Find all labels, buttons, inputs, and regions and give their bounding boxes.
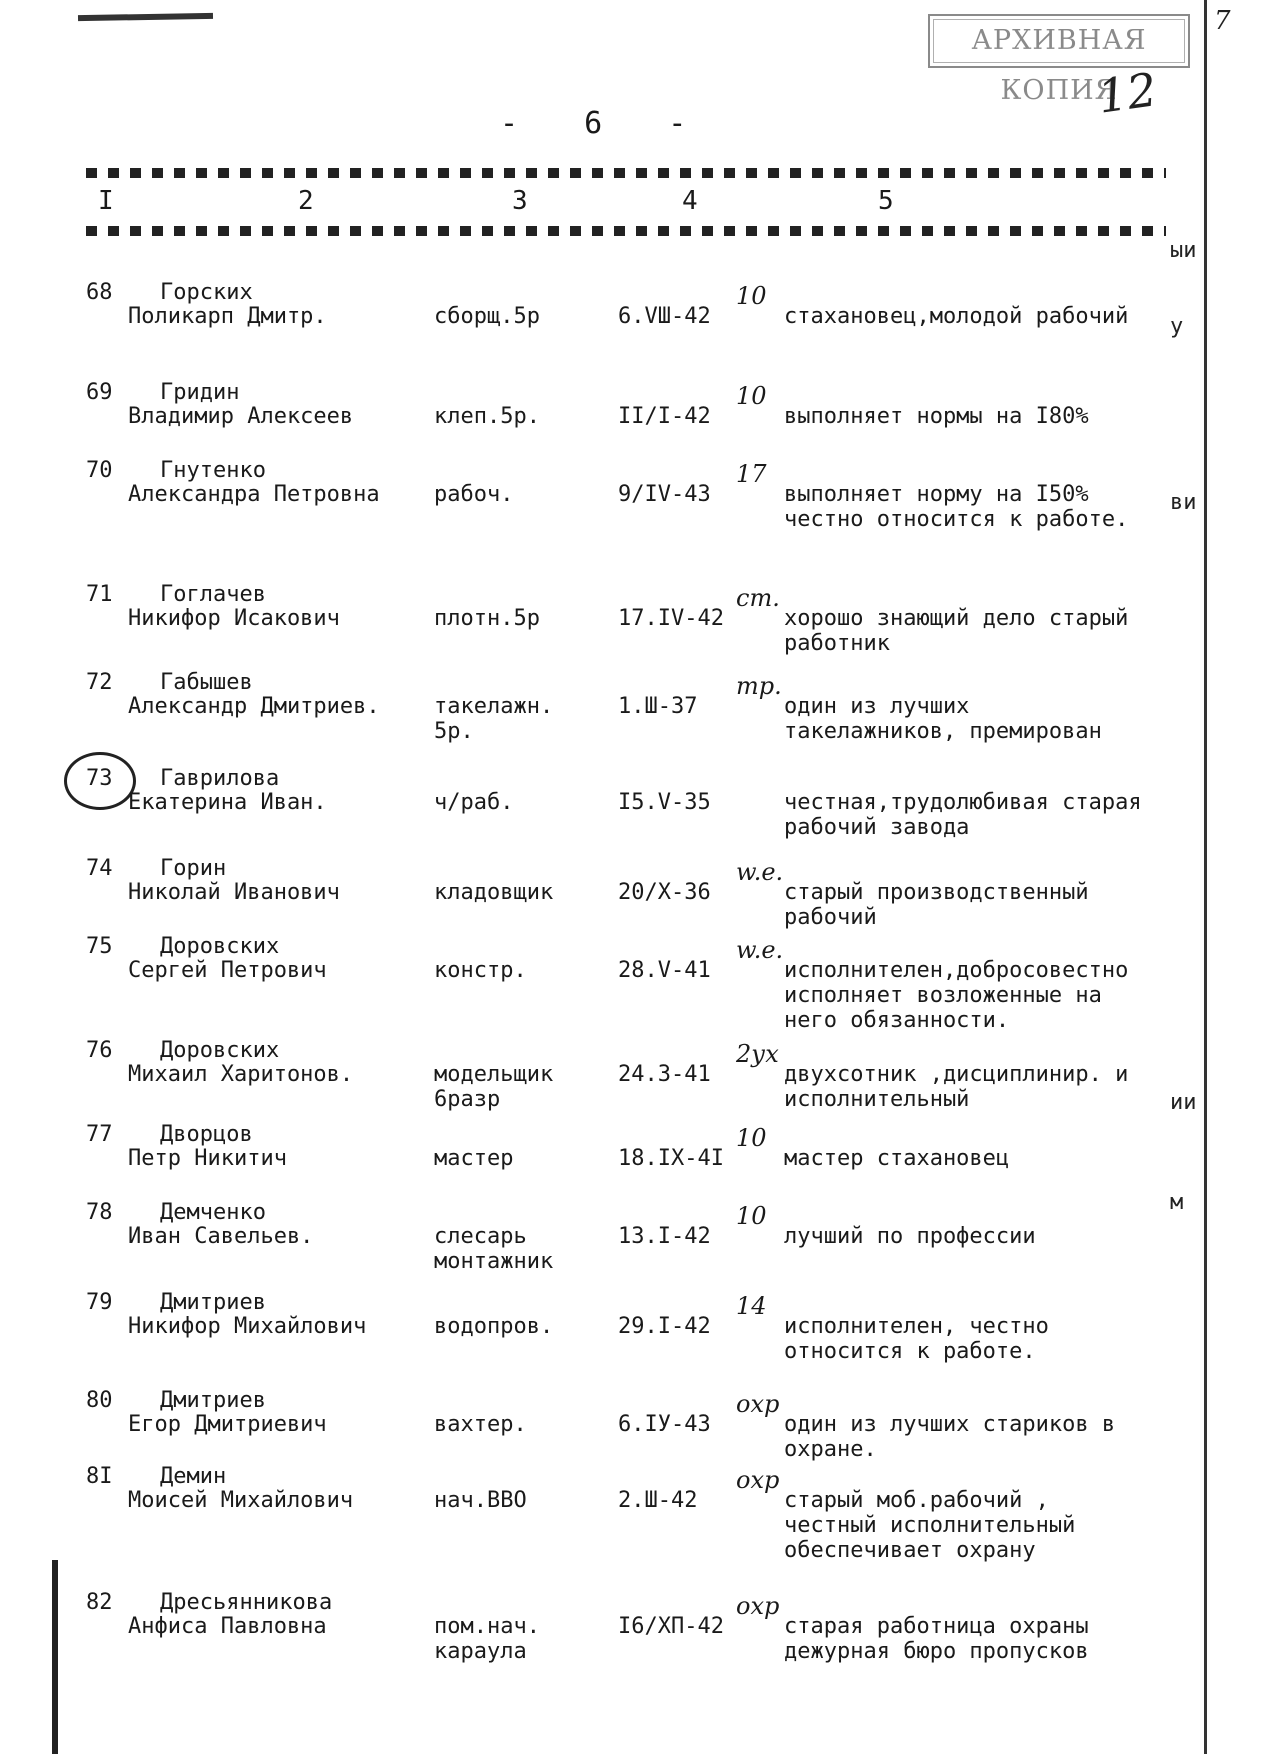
- binding-edge-right: [1204, 0, 1207, 1754]
- margin-text: у: [1170, 314, 1184, 339]
- hire-date: 13.I-42: [618, 1224, 711, 1249]
- characterization: старый производственный рабочий: [784, 880, 1089, 930]
- given-names: Владимир Алексеев: [128, 404, 354, 429]
- given-names: Поликарп Дмитр.: [128, 304, 327, 329]
- row-number: 78: [86, 1200, 113, 1225]
- profession: слесарь монтажник: [434, 1224, 554, 1274]
- surname: Горских: [160, 280, 253, 305]
- row-number: 70: [86, 458, 113, 483]
- handwritten-note: 14: [736, 1292, 767, 1320]
- given-names: Николай Иванович: [128, 880, 340, 905]
- given-names: Александр Дмитриев.: [128, 694, 380, 719]
- surname: Доровских: [160, 1038, 280, 1063]
- hire-date: I5.V-35: [618, 790, 711, 815]
- column-number: 4: [682, 186, 698, 216]
- surname: Дресьянникова: [160, 1590, 333, 1615]
- row-number: 8I: [86, 1464, 113, 1489]
- row-number: 77: [86, 1122, 113, 1147]
- row-number: 71: [86, 582, 113, 607]
- handwritten-note: охр: [736, 1466, 780, 1494]
- given-names: Никифор Михайлович: [128, 1314, 367, 1339]
- handwritten-note: ст.: [736, 584, 780, 612]
- characterization: мастер стахановец: [784, 1146, 1010, 1171]
- hire-date: 29.I-42: [618, 1314, 711, 1339]
- margin-text: ыи: [1170, 238, 1197, 263]
- column-number: I: [98, 186, 114, 216]
- row-number: 76: [86, 1038, 113, 1063]
- given-names: Сергей Петрович: [128, 958, 327, 983]
- surname: Демченко: [160, 1200, 266, 1225]
- row-number: 73: [86, 766, 113, 791]
- characterization: выполняет норму на I50% честно относится к работе.: [784, 482, 1129, 532]
- given-names: Екатерина Иван.: [128, 790, 327, 815]
- given-names: Михаил Харитонов.: [128, 1062, 354, 1087]
- characterization: исполнителен,добросовестно исполняет возложенные на него обязанности.: [784, 958, 1129, 1033]
- handwritten-note: 2ух: [736, 1040, 779, 1068]
- characterization: выполняет нормы на I80%: [784, 404, 1089, 429]
- characterization: старый моб.рабочий , честный исполнительный обеспечивает охрану: [784, 1488, 1076, 1563]
- handwritten-note: 17: [736, 460, 767, 488]
- handwritten-note: 10: [736, 382, 767, 410]
- characterization: честная,трудолюбивая старая рабочий завода: [784, 790, 1142, 840]
- profession: такелажн. 5р.: [434, 694, 554, 744]
- hire-date: I6/ХП-42: [618, 1614, 724, 1639]
- given-names: Егор Дмитриевич: [128, 1412, 327, 1437]
- surname: Габышев: [160, 670, 253, 695]
- column-number: 5: [878, 186, 894, 216]
- profession: нач.ВВО: [434, 1488, 527, 1513]
- column-number: 3: [512, 186, 528, 216]
- profession: вахтер.: [434, 1412, 527, 1437]
- row-number: 72: [86, 670, 113, 695]
- hire-date: II/I-42: [618, 404, 711, 429]
- margin-text: ви: [1170, 490, 1197, 515]
- profession: водопров.: [434, 1314, 554, 1339]
- handwritten-note: охр: [736, 1592, 780, 1620]
- handwritten-sheet-number: 12: [1094, 62, 1161, 124]
- hire-date: 2.Ш-42: [618, 1488, 698, 1513]
- column-number: 2: [298, 186, 314, 216]
- row-number: 69: [86, 380, 113, 405]
- surname: Гоглачев: [160, 582, 266, 607]
- profession: клеп.5р.: [434, 404, 540, 429]
- surname: Дмитриев: [160, 1388, 266, 1413]
- given-names: Никифор Исакович: [128, 606, 340, 631]
- given-names: Иван Савельев.: [128, 1224, 314, 1249]
- hire-date: 6.VШ-42: [618, 304, 711, 329]
- profession: кладовщик: [434, 880, 554, 905]
- hire-date: 1.Ш-37: [618, 694, 698, 719]
- hire-date: 9/IV-43: [618, 482, 711, 507]
- profession: рабоч.: [434, 482, 514, 507]
- hire-date: 28.V-41: [618, 958, 711, 983]
- hire-date: 20/Х-36: [618, 880, 711, 905]
- handwritten-note: охр: [736, 1390, 780, 1418]
- hire-date: 24.3-41: [618, 1062, 711, 1087]
- hire-date: 18.IX-4I: [618, 1146, 724, 1171]
- surname: Демин: [160, 1464, 227, 1489]
- given-names: Петр Никитич: [128, 1146, 287, 1171]
- profession: плотн.5р: [434, 606, 540, 631]
- row-number: 74: [86, 856, 113, 881]
- row-number: 82: [86, 1590, 113, 1615]
- handwritten-note: 10: [736, 282, 767, 310]
- hire-date: 17.IV-42: [618, 606, 724, 631]
- row-number: 68: [86, 280, 113, 305]
- hire-date: 6.IУ-43: [618, 1412, 711, 1437]
- handwritten-note: w.e.: [736, 858, 784, 886]
- characterization: один из лучших стариков в охране.: [784, 1412, 1116, 1462]
- surname: Гридин: [160, 380, 240, 405]
- surname: Дворцов: [160, 1122, 253, 1147]
- surname: Гнутенко: [160, 458, 266, 483]
- handwritten-note: 10: [736, 1124, 767, 1152]
- profession: модельщик 6разр: [434, 1062, 554, 1112]
- margin-text: ии: [1170, 1090, 1197, 1115]
- handwritten-note: w.e.: [736, 936, 784, 964]
- characterization: лучший по профессии: [784, 1224, 1036, 1249]
- given-names: Александра Петровна: [128, 482, 380, 507]
- row-number: 80: [86, 1388, 113, 1413]
- row-number: 79: [86, 1290, 113, 1315]
- row-number: 75: [86, 934, 113, 959]
- page-number: - 6 -: [500, 106, 711, 141]
- handwritten-note: 10: [736, 1202, 767, 1230]
- profession: констр.: [434, 958, 527, 983]
- archive-copy-stamp: АРХИВНАЯ КОПИЯ: [928, 14, 1190, 68]
- margin-text: м: [1170, 1190, 1184, 1215]
- characterization: стахановец,молодой рабочий: [784, 304, 1129, 329]
- surname: Гаврилова: [160, 766, 280, 791]
- corner-number: 7: [1214, 6, 1231, 36]
- characterization: хорошо знающий дело старый работник: [784, 606, 1129, 656]
- given-names: Моисей Михайлович: [128, 1488, 354, 1513]
- handwritten-note: тр.: [736, 672, 782, 700]
- given-names: Анфиса Павловна: [128, 1614, 327, 1639]
- surname: Горин: [160, 856, 227, 881]
- profession: сборщ.5р: [434, 304, 540, 329]
- surname: Дмитриев: [160, 1290, 266, 1315]
- characterization: двухсотник ,дисциплинир. и исполнительный: [784, 1062, 1129, 1112]
- characterization: один из лучших такелажников, премирован: [784, 694, 1102, 744]
- profession: пом.нач. караула: [434, 1614, 540, 1664]
- characterization: исполнителен, честно относится к работе.: [784, 1314, 1049, 1364]
- characterization: старая работница охраны дежурная бюро пропусков: [784, 1614, 1089, 1664]
- profession: мастер: [434, 1146, 514, 1171]
- profession: ч/раб.: [434, 790, 514, 815]
- surname: Доровских: [160, 934, 280, 959]
